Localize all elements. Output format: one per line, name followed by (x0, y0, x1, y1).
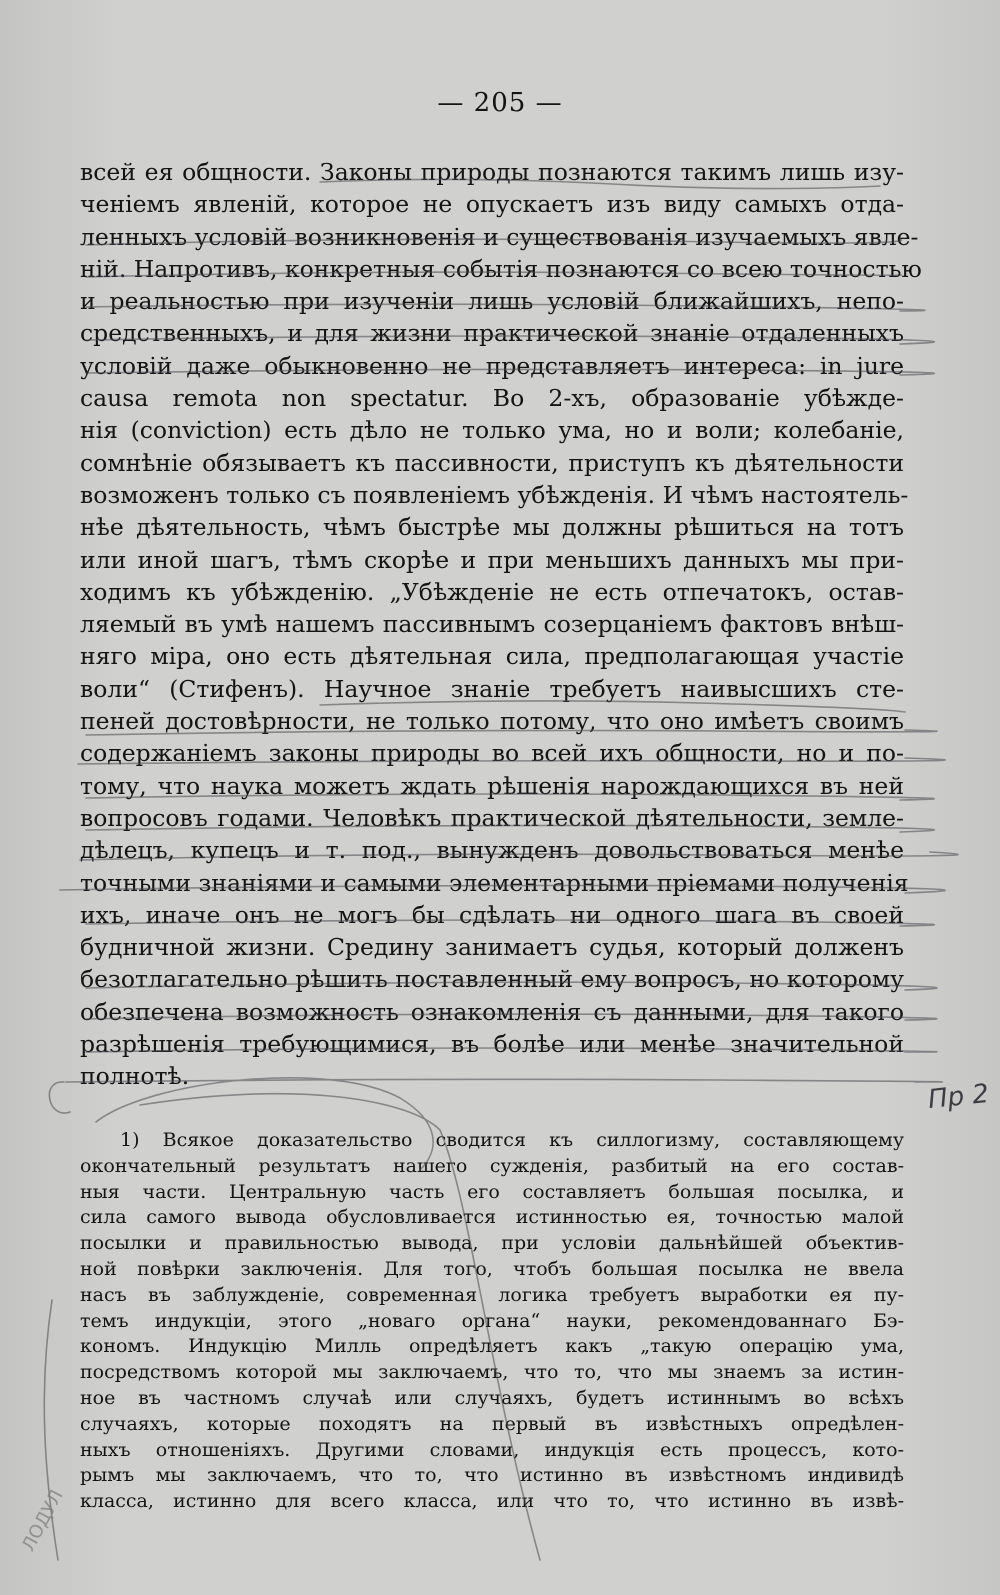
text-line: возможенъ только съ появленіемъ убѣжденія. И чѣмъ настоятель- (80, 480, 909, 509)
text-line: дѣлецъ, купецъ и т. под., вынужденъ довольствоваться менѣе (80, 836, 904, 865)
text-line: условій даже обыкновенно не представляетъ интереса: in jure (80, 351, 904, 380)
library-stamp: ЛОДУЛ (18, 1486, 68, 1555)
text-line: безотлагательно рѣшить поставленный ему вопросъ, но которому (80, 965, 904, 994)
text-line: ченіемъ явленій, которое не опускаетъ изъ виду самыхъ отда- (80, 190, 904, 219)
text-line: точными знаніями и самыми элементарными пріемами полученія (80, 868, 909, 897)
text-line: разрѣшенія требующимися, въ болѣе или менѣе значительной (80, 1030, 904, 1059)
footnote-line: рымъ мы заключаемъ, что то, что истинно въ извѣстномъ индивидѣ (80, 1464, 904, 1487)
main-text-block (80, 156, 922, 1093)
footnote-line: сила самого вывода обусловливается истинностью ея, точностью малой (80, 1206, 904, 1229)
footnote-line: кономъ. Индукцію Милль опредѣляетъ какъ „такую операцію ума, (80, 1335, 904, 1358)
text-line: вопросовъ годами. Человѣкъ практической дѣятельности, земле- (80, 803, 904, 832)
footnote-line: ное въ частномъ случаѣ или случаяхъ, будетъ истиннымъ во всѣхъ (80, 1386, 904, 1409)
footnote-line: ной повѣрки заключенія. Для того, чтобъ большая посылка не ввела (80, 1257, 904, 1280)
text-line: всей ея общности. Законы природы познаются такимъ лишь изу- (80, 158, 904, 186)
text-line: нѣе дѣятельность, чѣмъ быстрѣе мы должны рѣшиться на тотъ (80, 513, 904, 542)
handwritten-margin-note: Пр 2 (926, 1078, 991, 1116)
footnote-line: темъ индукціи, этого „новаго органа“ науки, рекомендованнаго Бэ- (80, 1309, 904, 1332)
text-line: causa remota non spectatur. Во 2-хъ, образованіе убѣжде- (80, 384, 904, 413)
text-line: пеней достовѣрности, не только потому, что оно имѣетъ своимъ (80, 707, 904, 736)
text-line: и реальностью при изученіи лишь условій ближайшихъ, непо- (80, 287, 904, 316)
text-line: няго міра, оно есть дѣятельная сила, предполагающая участіе (80, 642, 904, 671)
text-line: тому, что наука можетъ ждать рѣшенія нарождающихся въ ней (80, 771, 904, 800)
text-line: обезпечена возможность ознакомленія съ данными, для такого (80, 997, 904, 1026)
footnote-line: посредствомъ которой мы заключаемъ, что то, что мы знаемъ за истин- (80, 1361, 904, 1384)
text-line: ляемый въ умѣ нашемъ пассивнымъ созерцаніемъ фактовъ внѣш- (80, 610, 904, 639)
text-line: воли“ (Стифенъ). Научное знаніе требуетъ наивысшихъ сте- (80, 674, 904, 703)
text-line: полнотѣ. (80, 1062, 190, 1091)
footnote-line: окончательный результатъ нашего сужденія, разбитый на его состав- (80, 1154, 904, 1177)
footnote-line: ныхъ отношеніяхъ. Другими словами, индукція есть процессъ, кото- (80, 1438, 904, 1461)
text-line: сомнѣніе обязываетъ къ пассивности, приступъ къ дѣятельности (80, 448, 904, 477)
footnote-line: ныя части. Центральную часть его составляетъ большая посылка, и (80, 1180, 904, 1203)
text-line: ленныхъ условій возникновенія и существованія изучаемыхъ явле- (80, 222, 919, 251)
pencil-bracket (49, 1082, 70, 1113)
text-line: или иной шагъ, тѣмъ скорѣе и при меньшихъ данныхъ мы при- (80, 545, 904, 574)
text-line: будничной жизни. Средину занимаетъ судья, который долженъ (80, 933, 904, 962)
text-line: нія (conviction) есть дѣло не только ума, но и воли; колебаніе, (80, 416, 904, 445)
text-line: содержаніемъ законы природы во всей ихъ общности, но и по- (80, 739, 904, 768)
footnote-block (80, 1128, 904, 1515)
page-number: — 205 — (437, 88, 563, 118)
text-line: ній. Напротивъ, конкретныя событія познаются со всею точностью (80, 254, 922, 283)
footnote-line: класса, истинно для всего класса, или что то, что истинно въ извѣ- (80, 1490, 904, 1513)
footnote-line: посылки и правильностью вывода, при условіи дальнѣйшей объектив- (80, 1232, 904, 1255)
text-line: ихъ, иначе онъ не могъ бы сдѣлать ни одного шага въ своей (80, 900, 904, 929)
footnote-line: насъ въ заблужденіе, современная логика требуетъ выработки ея пу- (80, 1283, 904, 1306)
footnote-line: случаяхъ, которые походятъ на первый въ извѣстныхъ опредѣлен- (80, 1412, 904, 1435)
footnote-line: 1) Всякое доказательство сводится къ силлогизму, составляющему (120, 1129, 904, 1151)
text-line: ходимъ къ убѣжденію. „Убѣжденіе не есть отпечатокъ, остав- (80, 577, 904, 606)
text-line: средственныхъ, и для жизни практической знаніе отдаленныхъ (80, 319, 904, 348)
